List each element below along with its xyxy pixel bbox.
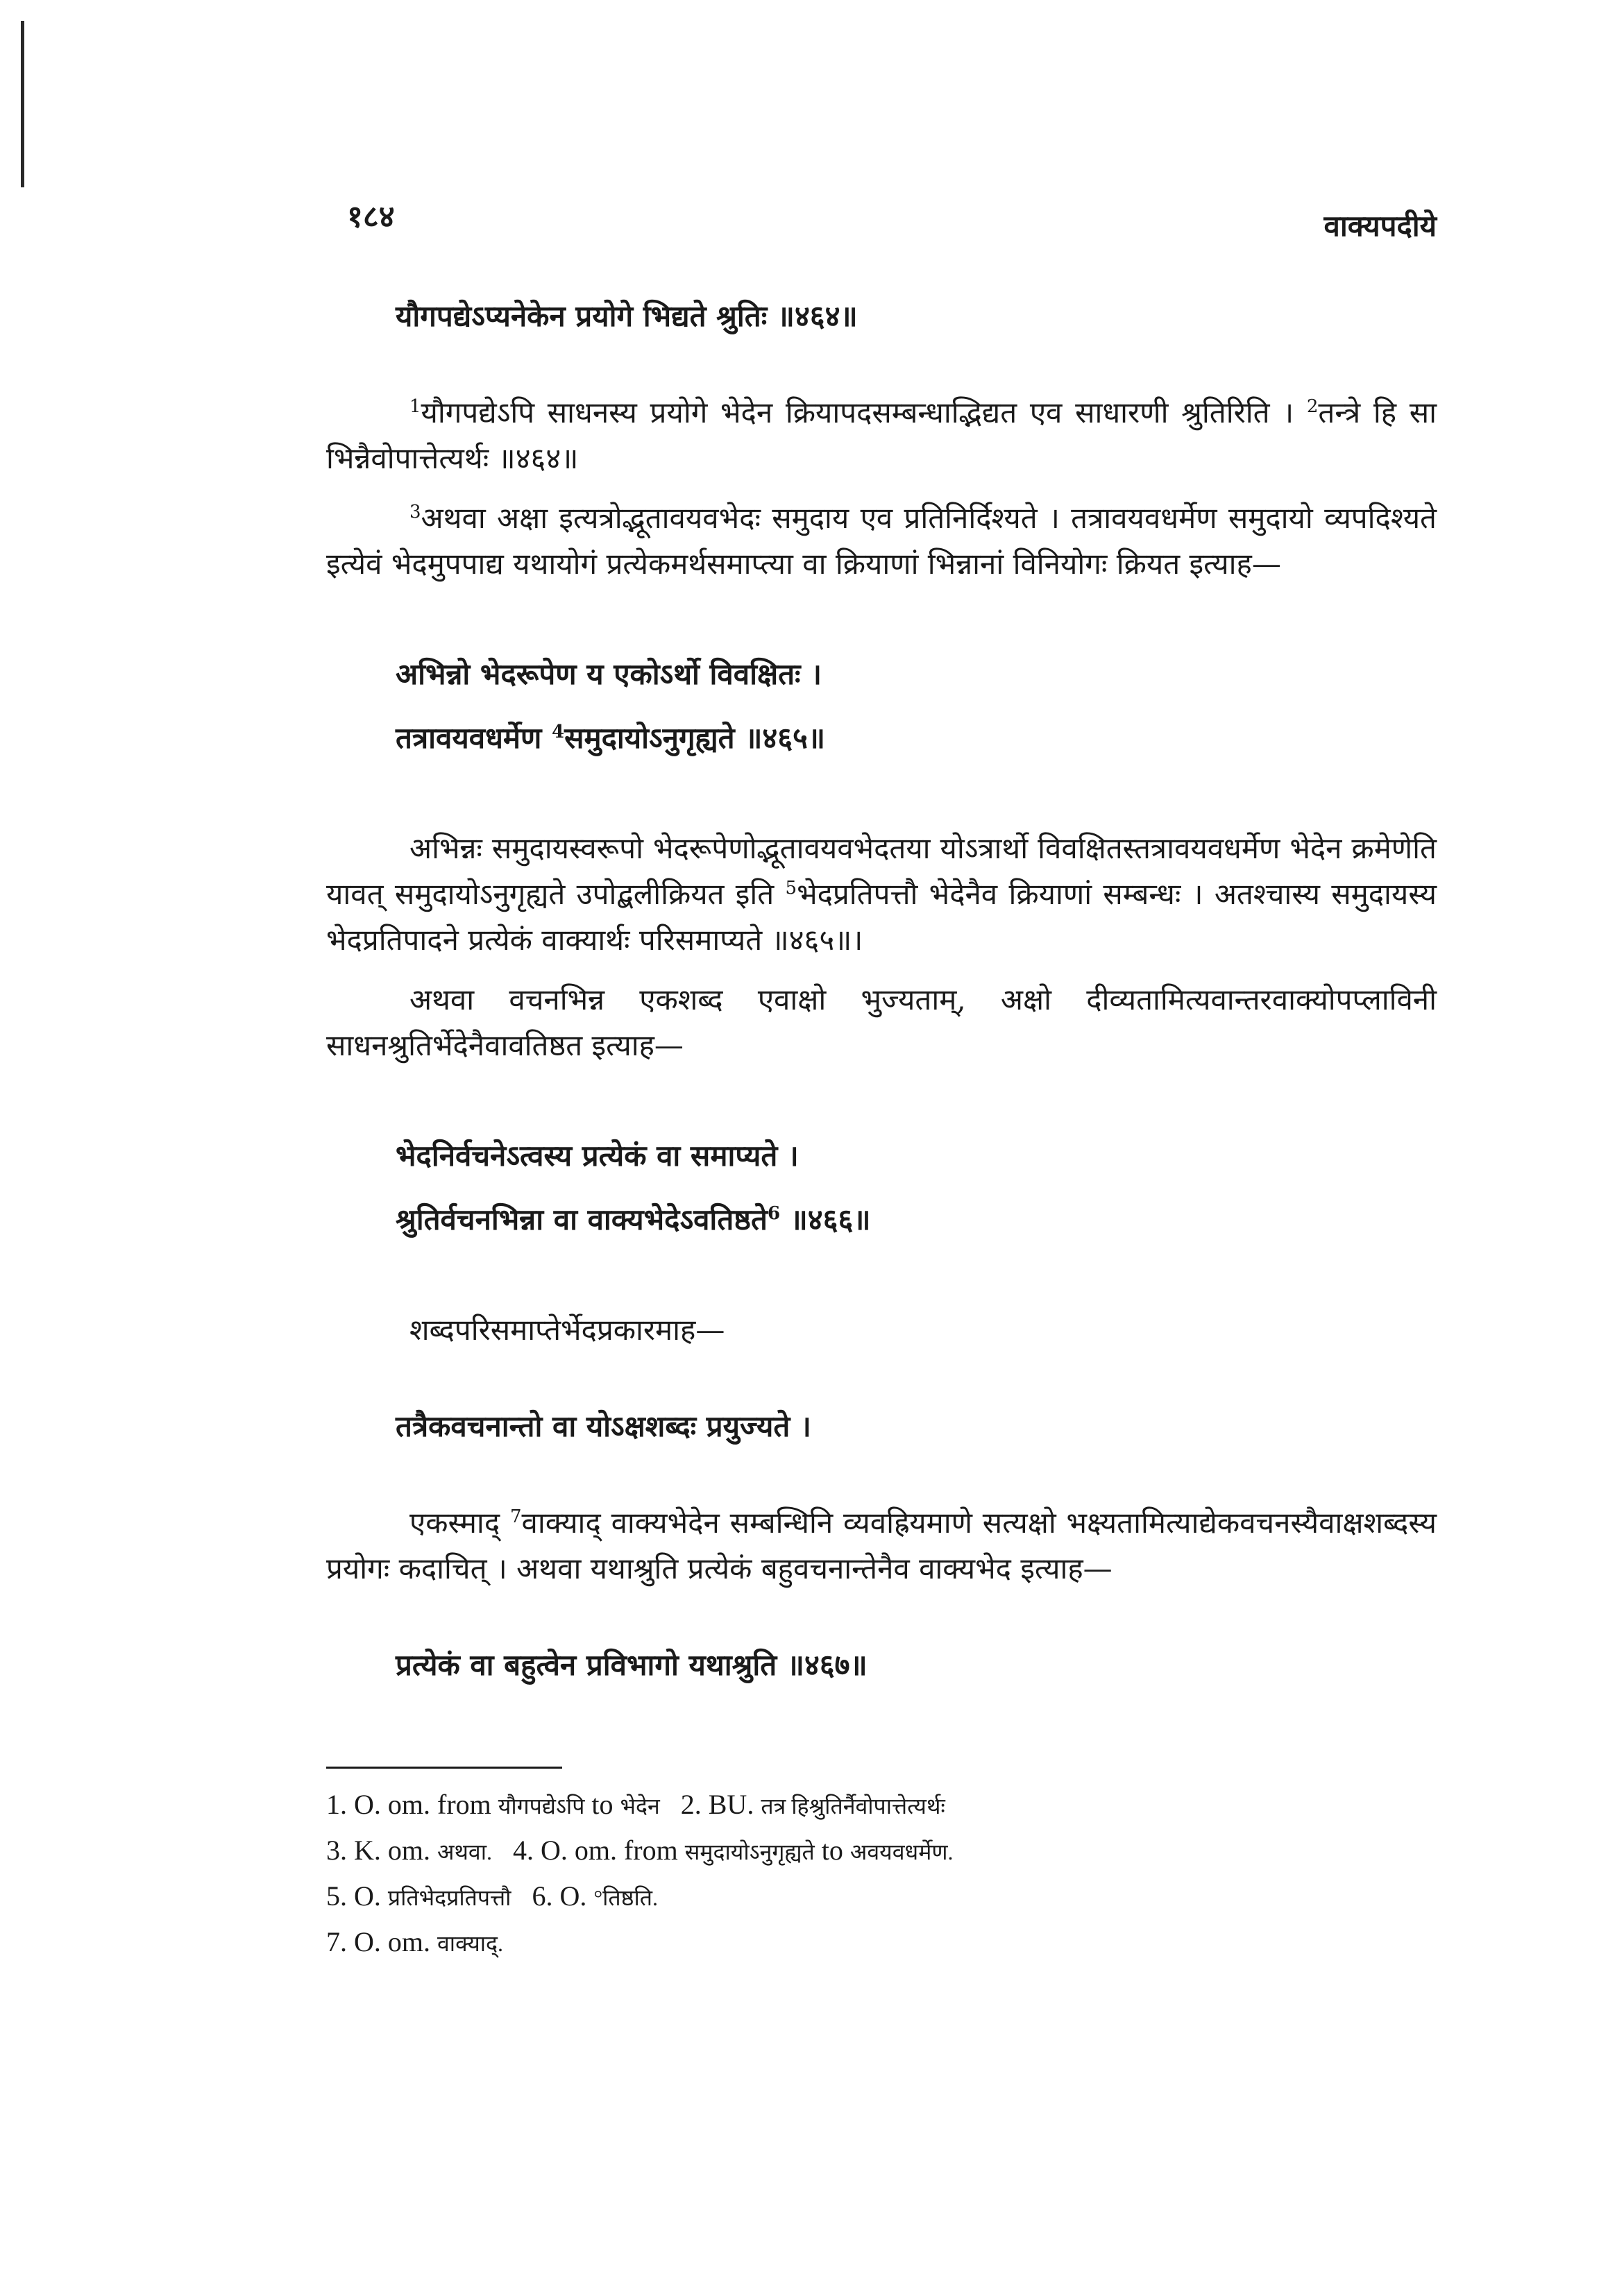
footnote-text: to — [584, 1789, 620, 1820]
verse-half-line — [396, 1395, 1437, 1459]
running-title: वाक्यपदीये — [1323, 209, 1437, 243]
commentary-text: वाक्याद् वाक्यभेदेन सम्बन्धिनि व्यवह्रियमाणे सत्यक्षो भक्ष्यतामित्याद्येकवचनस्यैवाक्षशब्दस्य प्रयोगः कदाचित् । अथवा यथाश्रुति प्रत्येकं बहुवचनान्तेनैव वाक्यभेद इत्याह— — [326, 1506, 1437, 1585]
verse-464 — [396, 284, 1437, 348]
verse-text: श्रुतिर्वचनभिन्ना वा वाक्यभेदेऽवतिष्ठते — [396, 1202, 768, 1236]
verse-466 — [396, 1124, 1437, 1252]
footnote-line — [326, 1920, 1437, 1966]
verse-text: यौगपद्येऽप्यनेकेन प्रयोगे भिद्यते श्रुतिः ॥४६४॥ — [396, 299, 858, 333]
commentary-text: भेदप्रतिपत्तौ भेदेनैव क्रियाणां सम्बन्धः । अतश्चास्य समुदायस्य भेदप्रतिपादने प्रत्येकं वाक्यार्थः परिसमाप्यते ॥४६५॥। — [326, 877, 1437, 957]
footnote-text: अवयवधर्मेण. — [849, 1839, 954, 1864]
commentary-text: अथवा वचनभिन्न एकशब्द एवाक्षो भुज्यताम्, अक्षो दीव्यतामित्यवान्तरवाक्योपप्लाविनी साधनश्रुतिर्भेदेनैवावतिष्ठत इत्याह— — [326, 983, 1437, 1062]
page-number: १८४ — [347, 199, 395, 235]
footnote-text: °तिष्ठति. — [593, 1885, 659, 1910]
commentary-464 — [326, 390, 1437, 482]
footnote-divider — [326, 1767, 562, 1769]
book-page — [326, 187, 1437, 1966]
footnote-text: 6. O. — [511, 1880, 594, 1912]
footnote-text: 1. O. om. from — [326, 1789, 498, 1820]
footnote-line — [326, 1874, 1437, 1920]
footnote-text: वाक्याद्. — [437, 1931, 504, 1956]
commentary-467 — [326, 1500, 1437, 1592]
verse-line — [396, 706, 1437, 770]
verse-465 — [396, 643, 1437, 770]
verse-text: तत्रैकवचनान्तो वा योऽक्षशब्दः प्रयुज्यते । — [396, 1409, 811, 1443]
footnote-mark: 7 — [509, 1506, 522, 1527]
verse-text: समुदायोऽनुगृह्यते ॥४६५॥ — [564, 721, 826, 755]
footnote-text: प्रतिभेदप्रतिपत्तौ — [387, 1885, 511, 1910]
commentary-text: तन्त्रे हि सा भिन्नैवोपात्तेत्यर्थः ॥४६४॥ — [326, 396, 1437, 475]
footnote-mark: 5 — [785, 878, 797, 899]
commentary-465 — [326, 826, 1437, 963]
intro-line: शब्दपरिसमाप्तेर्भेदप्रकारमाह— — [409, 1313, 725, 1347]
commentary-text: अभिन्नः समुदायस्वरूपो भेदरूपेणोद्भूतावयवभेदतया योऽत्रार्थो विवक्षितस्तत्रावयवधर्मेण भेदेन क्रमेणेति यावत् समुदायोऽनुगृह्यते उपोद्बलीक्रियत इति — [326, 831, 1437, 911]
commentary-466-intro — [326, 977, 1437, 1069]
verse-467 — [396, 1633, 1437, 1697]
verse-line: भेदनिर्वचनेऽत्वस्य प्रत्येकं वा समाप्यते । — [396, 1139, 799, 1173]
footnote-line — [326, 1828, 1437, 1874]
verse-number: ॥४६६॥ — [780, 1202, 871, 1236]
footnotes — [326, 1783, 1437, 1966]
footnote-text: 2. BU. — [659, 1789, 761, 1820]
footnote-text: 5. O. — [326, 1880, 388, 1912]
footnote-line — [326, 1783, 1437, 1828]
footnote-mark: 1 — [409, 396, 421, 417]
commentary-text: अथवा अक्षा इत्यत्रोद्भूतावयवभेदः समुदाय एव प्रतिनिर्दिश्यते । तत्रावयवधर्मेण समुदायो व्यपदिश्यते इत्येवं भेदमुपपाद्य यथायोगं प्रत्येकमर्थसमाप्त्या वा क्रियाणां भिन्नानां विनियोगः क्रियत इत्याह— — [326, 501, 1437, 581]
scan-edge-line — [21, 21, 24, 187]
verse-text: प्रत्येकं वा बहुत्वेन प्रविभागो यथाश्रुति ॥४६७॥ — [396, 1648, 868, 1682]
footnote-text: 4. O. om. from — [491, 1835, 685, 1866]
verse-text: तत्रावयवधर्मेण — [396, 721, 552, 755]
footnote-text: 3. K. om. — [326, 1835, 437, 1866]
footnote-text: यौगपद्येऽपि — [498, 1794, 585, 1819]
footnote-mark: 2 — [1306, 396, 1319, 417]
footnote-mark: 6 — [767, 1203, 781, 1224]
page-header — [326, 187, 1437, 243]
footnote-mark: 3 — [409, 502, 421, 522]
footnote-mark: 4 — [552, 722, 565, 742]
footnote-text: तत्र हिश्रुतिर्नैवोपात्तेत्यर्थः — [761, 1794, 945, 1819]
footnote-text: 7. O. om. — [326, 1926, 437, 1957]
footnote-text: भेदेन — [620, 1794, 660, 1819]
commentary-text: एकस्माद् — [409, 1506, 510, 1540]
footnote-text: अथवा. — [437, 1839, 492, 1864]
verse-line — [396, 1188, 1437, 1252]
commentary-text: यौगपद्येऽपि साधनस्य प्रयोगे भेदेन क्रियापदसम्बन्धाद्भिद्यत एव साधारणी श्रुतिरिति । — [421, 396, 1307, 430]
verse-line: अभिन्नो भेदरूपेण य एकोऽर्थो विवक्षितः । — [396, 657, 822, 691]
footnote-text: समुदायोऽनुगृह्यते — [684, 1839, 815, 1864]
commentary-464-alt — [326, 495, 1437, 587]
footnote-text: to — [814, 1835, 850, 1866]
